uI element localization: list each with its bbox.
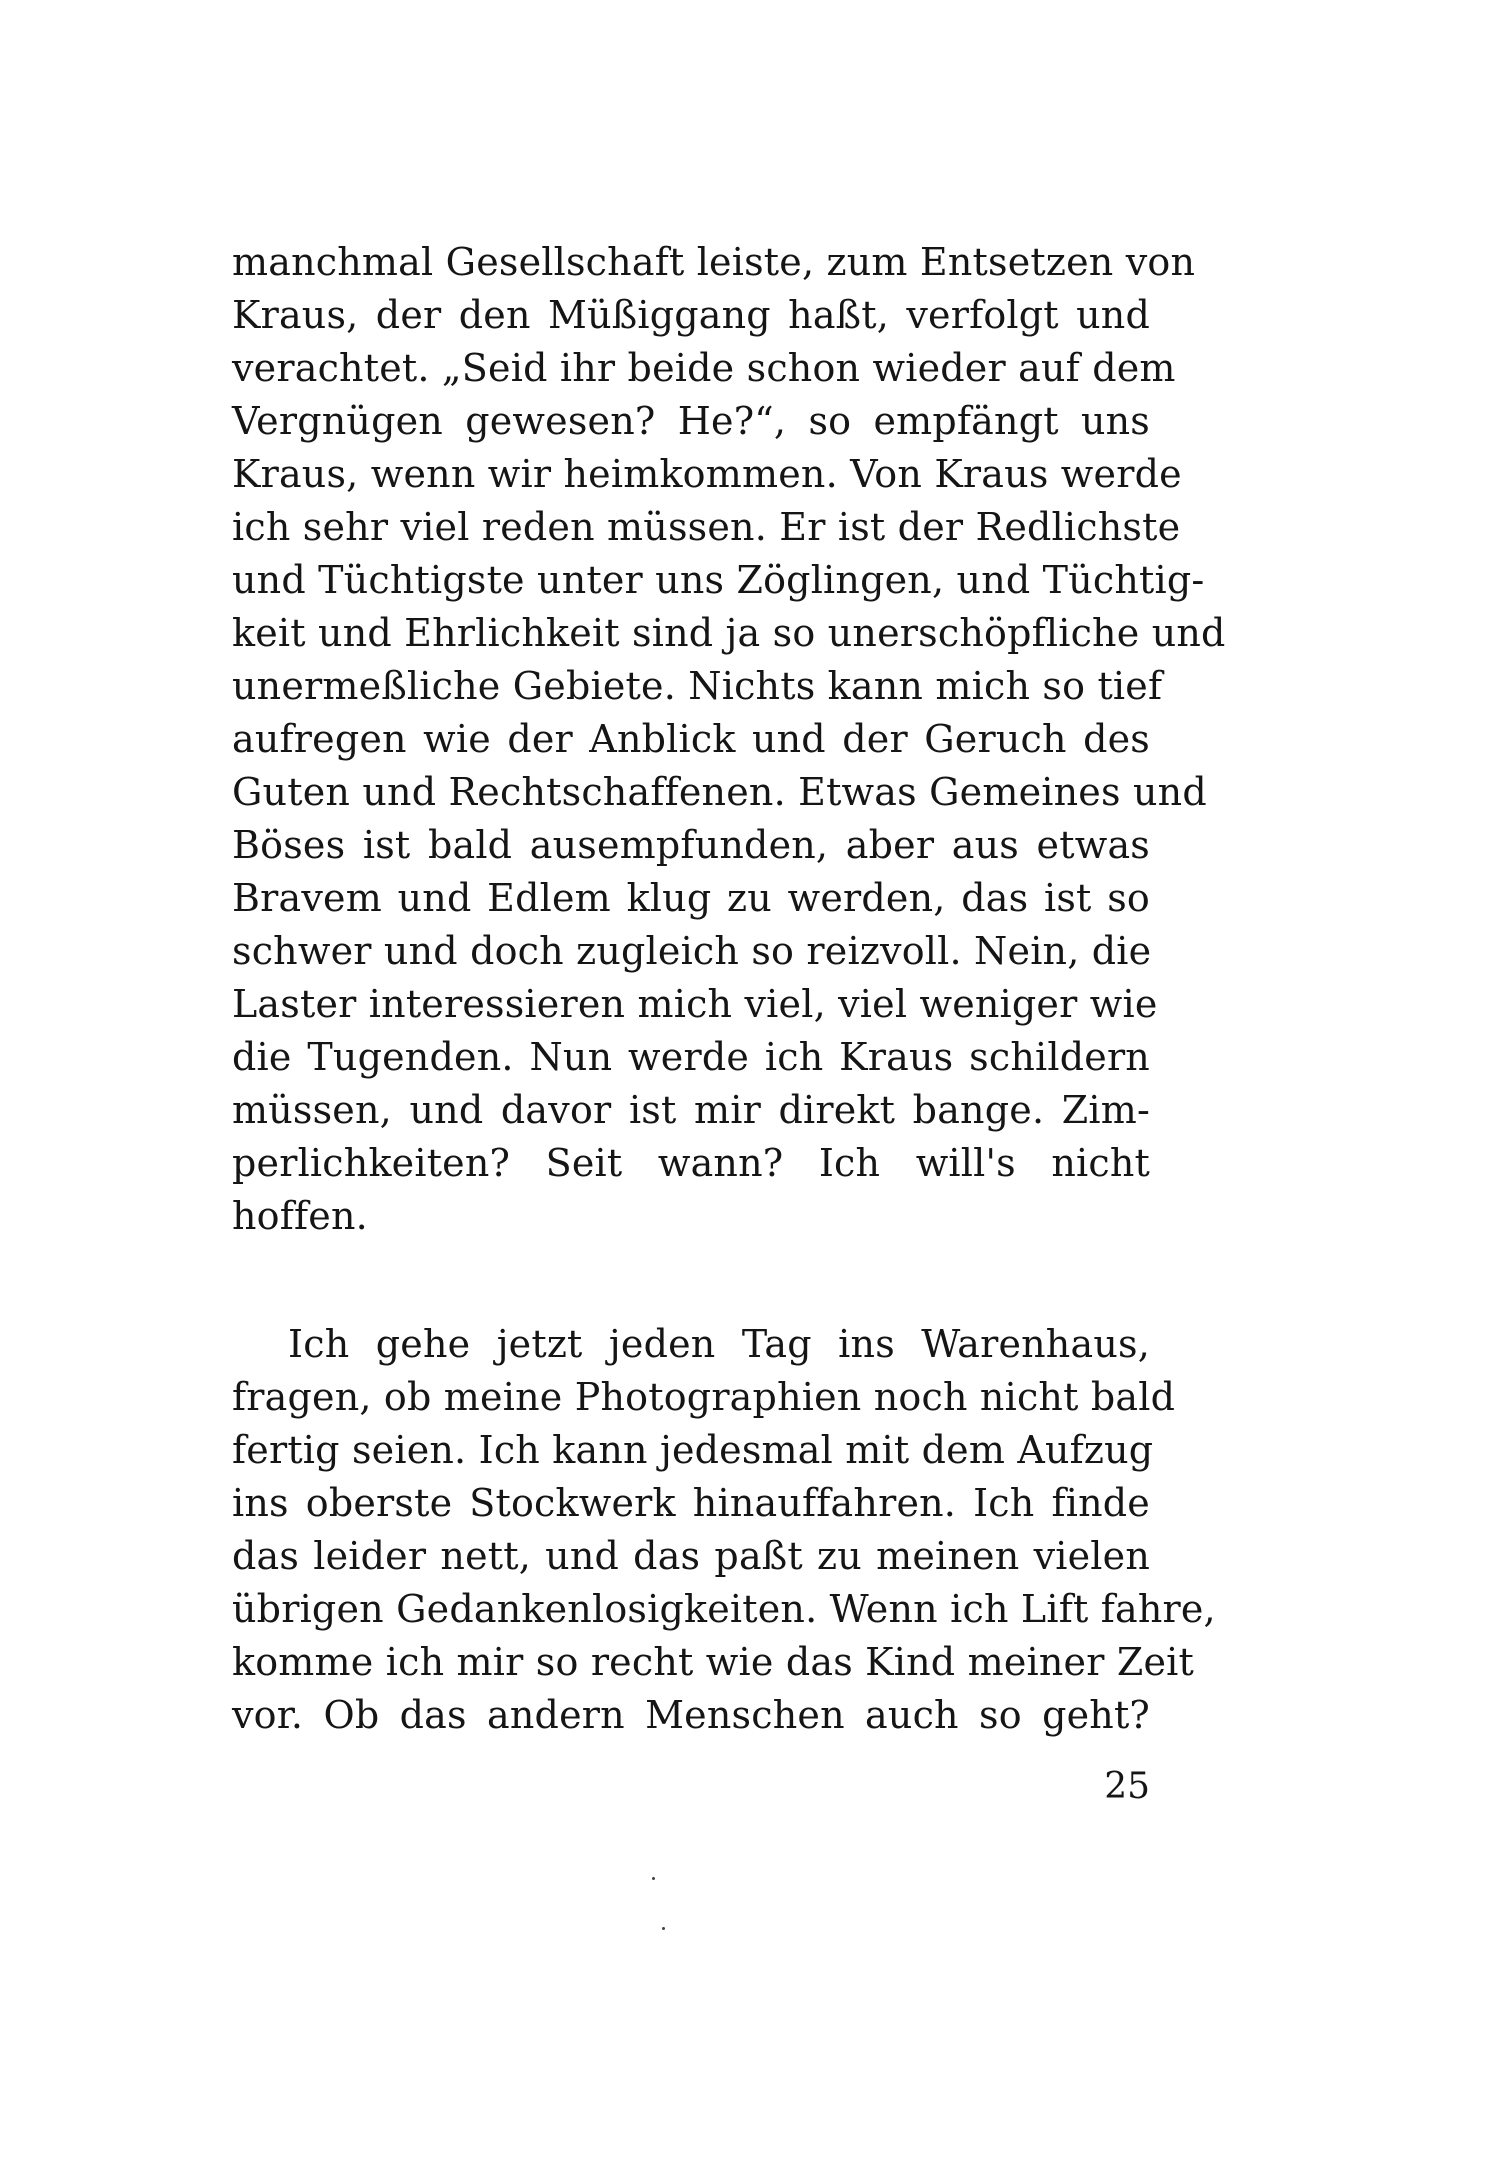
text-line: vor. Ob das andern Menschen auch so geht? [232,1693,1150,1737]
paragraph-2 [232,1318,1216,1742]
text-line: ich sehr viel reden müssen. Er ist der Redlichste [232,505,1181,549]
text-line: schwer und doch zugleich so reizvoll. Nein, die [232,929,1152,973]
text-line: das leider nett, und das paßt zu meinen vielen [232,1534,1150,1578]
text-line: Vergnügen gewesen? He?“, so empfängt uns [232,399,1150,443]
page-number: 25 [1104,1766,1150,1807]
text-line: und Tüchtigste unter uns Zöglingen, und Tüchtig- [232,558,1205,602]
text-line: Kraus, wenn wir heimkommen. Von Kraus werde [232,452,1182,496]
text-line: Guten und Rechtschaffenen. Etwas Gemeines und [232,770,1207,814]
text-line: Bravem und Edlem klug zu werden, das ist so [232,876,1150,920]
text-line: fragen, ob meine Photographien noch nicht bald [232,1375,1176,1419]
text-line: Böses ist bald ausempfunden, aber aus etwas [232,823,1150,867]
text-line: ins oberste Stockwerk hinauffahren. Ich finde [232,1481,1150,1525]
text-line: manchmal Gesellschaft leiste, zum Entsetzen von [232,240,1196,284]
text-line: unermeßliche Gebiete. Nichts kann mich so tief [232,664,1163,708]
text-line: komme ich mir so recht wie das Kind meiner Zeit [232,1640,1194,1684]
paper-speck [662,1927,665,1930]
text-line: müssen, und davor ist mir direkt bange. Zim- [232,1088,1150,1132]
text-line: perlichkeiten? Seit wann? Ich will's nicht [232,1141,1150,1185]
text-line: verachtet. „Seid ihr beide schon wieder auf dem [232,346,1176,390]
text-line: übrigen Gedankenlosigkeiten. Wenn ich Lift fahre, [232,1587,1216,1631]
text-line: hoffen. [232,1194,368,1238]
text-line: Kraus, der den Müßiggang haßt, verfolgt und [232,293,1150,337]
paper-speck [652,1877,655,1880]
paragraph-1 [232,236,1226,1243]
text-line: die Tugenden. Nun werde ich Kraus schildern [232,1035,1150,1079]
text-line: fertig seien. Ich kann jedesmal mit dem Aufzug [232,1428,1154,1472]
text-line: Ich gehe jetzt jeden Tag ins Warenhaus, [288,1322,1150,1366]
text-line: keit und Ehrlichkeit sind ja so unerschöpfliche und [232,611,1226,655]
text-line: aufregen wie der Anblick und der Geruch des [232,717,1150,761]
text-line: Laster interessieren mich viel, viel weniger wie [232,982,1158,1026]
